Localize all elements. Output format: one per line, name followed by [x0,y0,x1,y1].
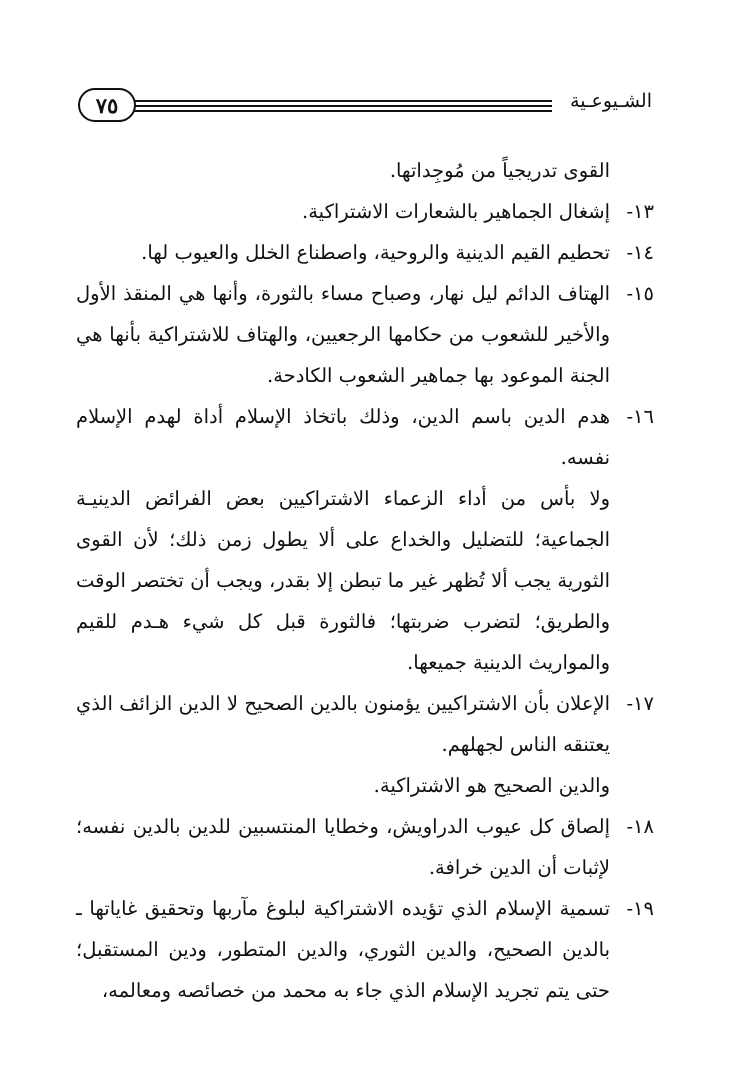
item-text: هدم الدين باسم الدين، وذلك باتخاذ الإسلام أداة لهدم الإسلام نفسه. [76,405,610,469]
list-item [76,191,654,232]
item-text: تسمية الإسلام الذي تؤيده الاشتراكية لبلوغ مآربها وتحقيق غاياتها ـ بالدين الصحيح، والدين الثوري، والدين المتطور، ودين المستقبل؛ حتى يتم تجريد الإسلام الذي جاء به محمد من خصائصه ومعالمه، [76,897,610,1002]
page-number: ٧٥ [95,92,119,118]
header-rule [134,100,552,102]
item-text: الهتاف الدائم ليل نهار، وصباح مساء بالثورة، وأنها هي المنقذ الأول والأخير للشعوب من حكامها الرجعيين، والهتاف للاشتراكية بأنها هي الجنة الموعود بها جماهير الشعوب الكادحة. [76,282,610,387]
item-text: الإعلان بأن الاشتراكيين يؤمنون بالدين الصحيح لا الدين الزائف الذي يعتنقه الناس لجهلهم. [76,692,610,756]
item-number: ١٩- [626,897,654,920]
item-text: إشغال الجماهير بالشعارات الاشتراكية. [302,200,610,223]
list-item [76,273,654,396]
list-item [76,806,654,888]
list-item [76,888,654,1011]
item-number: ١٤- [626,241,654,264]
paragraph: ولا بأس من أداء الزعماء الاشتراكيين بعض الفرائض الدينيـة الجماعية؛ للتضليل والخداع على ألا يطول زمن ذلك؛ لأن القوى الثورية يجب ألا تُظهر غير ما تبطن إلا بقدر، ويجب أن تختصر الوقت والطريق؛ لتضرب ضربتها؛ فالثورة قبل كل شيء هـدم للقيم والمواريث الدينية جميعها. [76,487,610,674]
paragraph: والدين الصحيح هو الاشتراكية. [373,774,610,797]
list-item [76,396,654,478]
item-number: ١٣- [626,200,654,223]
page-number-badge [78,88,136,122]
item-number: ١٥- [626,282,654,305]
header-rule [134,105,552,107]
running-title: الشـيوعـية [570,90,652,112]
item-text: إلصاق كل عيوب الدراويش، وخطايا المنتسبين للدين بالدين نفسه؛ لإثبات أن الدين خرافة. [76,815,610,879]
item-text: تحطيم القيم الدينية والروحية، واصطناع الخلل والعيوب لها. [141,241,610,264]
page-header [78,86,652,128]
page-body [76,150,654,1011]
header-rule [134,110,552,112]
item-number: ١٨- [626,815,654,838]
item-number: ١٦- [626,405,654,428]
intro-line: القوى تدريجياً من مُوجِداتها. [389,159,610,182]
list-item [76,683,654,765]
list-item [76,232,654,273]
item-number: ١٧- [626,692,654,715]
